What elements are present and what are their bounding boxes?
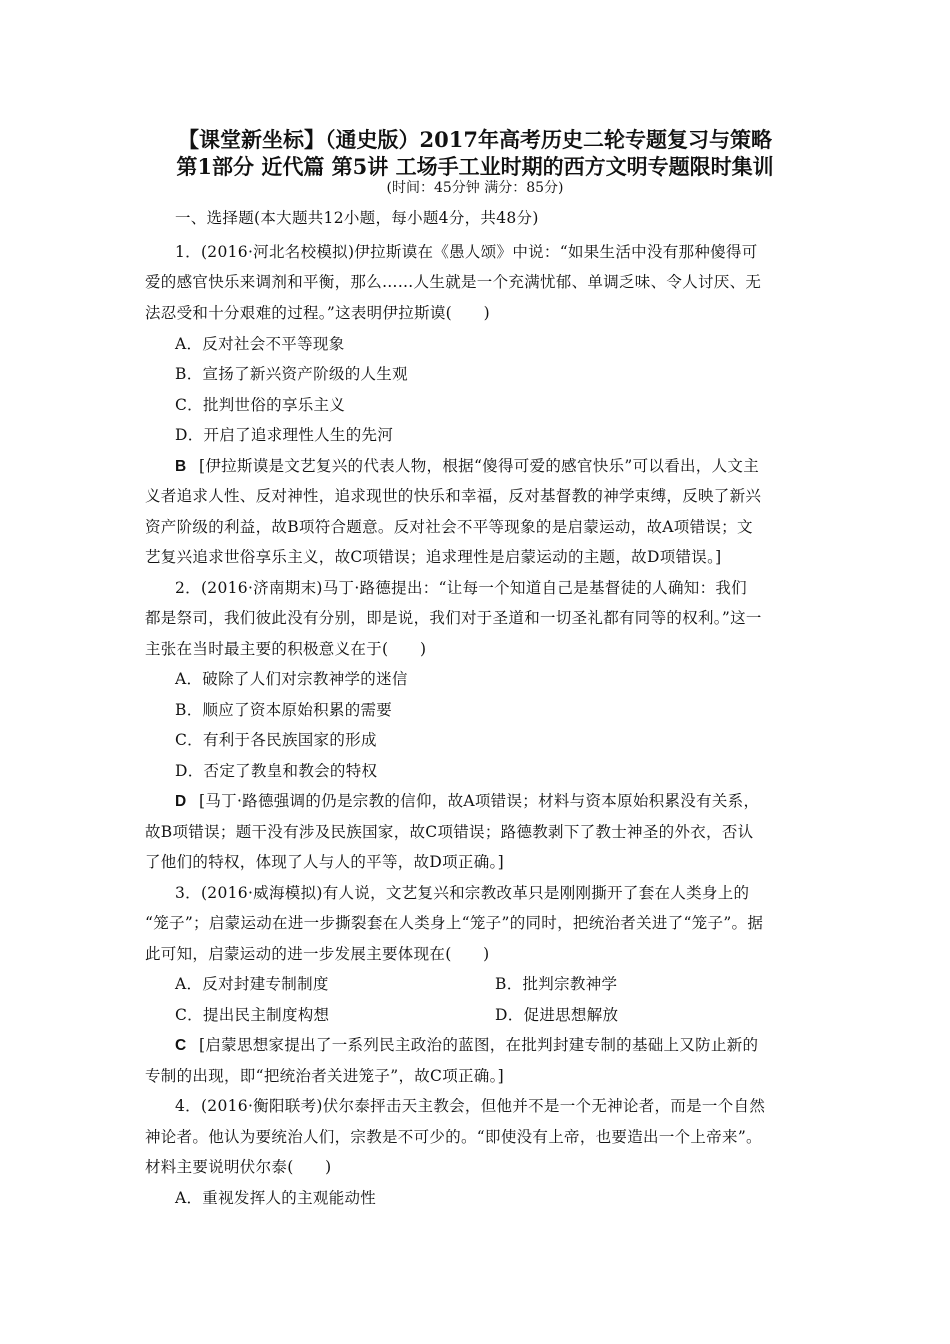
question-3-option-c: C．提出民主制度构想: [175, 1006, 330, 1024]
question-4-stem-line3: 材料主要说明伏尔泰( ): [145, 1158, 332, 1176]
question-1-option-d: D．开启了追求理性人生的先河: [175, 426, 394, 444]
question-2-answer: D: [175, 793, 187, 810]
question-4-stem-line1: 4．(2016·衡阳联考)伏尔泰抨击天主教会，但他并不是一个无神论者，而是一个自然: [175, 1097, 766, 1115]
time-score-info: (时间：45分钟 满分：85分): [386, 180, 564, 196]
question-4-stem-line2: 神论者。他认为要统治人们，宗教是不可少的。“即使没有上帝，也要造出一个上帝来”。: [145, 1128, 762, 1146]
question-2-option-a: A．破除了人们对宗教神学的迷信: [175, 670, 408, 688]
question-1-explanation-line3: 资产阶级的利益，故B项符合题意。反对社会不平等现象的是启蒙运动，故A项错误；文: [145, 518, 753, 536]
question-3-stem-line2: “笼子”；启蒙运动在进一步撕裂套在人类身上“笼子”的同时，把统治者关进了“笼子”。据: [145, 914, 764, 932]
question-3-explanation-line1: [启蒙思想家提出了一系列民主政治的蓝图，在批判封建专制的基础上又防止新的: [199, 1036, 759, 1054]
question-3-option-d: D．促进思想解放: [495, 1006, 619, 1024]
question-2-stem-line2: 都是祭司，我们彼此没有分别，即是说，我们对于圣道和一切圣礼都有同等的权利。”这一: [145, 609, 762, 627]
question-1-option-b: B．宣扬了新兴资产阶级的人生观: [175, 365, 408, 383]
question-1-stem-line1: 1．(2016·河北名校模拟)伊拉斯谟在《愚人颂》中说：“如果生活中没有那种傻得可: [175, 243, 758, 261]
question-1-answer-line1: [175, 454, 759, 476]
question-3-answer: C: [175, 1037, 187, 1054]
question-1-explanation-line4: 艺复兴追求世俗享乐主义，故C项错误；追求理性是启蒙运动的主题，故D项错误。]: [145, 548, 722, 566]
question-3-stem-line1: 3．(2016·威海模拟)有人说，文艺复兴和宗教改革只是刚刚撕开了套在人类身上的: [175, 884, 750, 902]
question-1-option-a: A．反对社会不平等现象: [175, 335, 345, 353]
document-title-line2: 第1部分 近代篇 第5讲 工场手工业时期的西方文明专题限时集训: [176, 154, 774, 179]
question-3-stem-line3: 此可知，启蒙运动的进一步发展主要体现在( ): [145, 945, 490, 963]
section-heading: 一、选择题(本大题共12小题，每小题4分，共48分): [175, 209, 539, 227]
question-4-option-a: A．重视发挥人的主观能动性: [175, 1189, 377, 1207]
question-1-stem-line2: 爱的感官快乐来调剂和平衡，那么……人生就是一个充满忧郁、单调乏味、令人讨厌、无: [145, 273, 762, 291]
question-1-answer: B: [175, 458, 187, 475]
question-3-answer-line1: [175, 1033, 758, 1055]
question-2-option-b: B．顺应了资本原始积累的需要: [175, 701, 393, 719]
question-2-explanation-line3: 了他们的特权，体现了人与人的平等，故D项正确。]: [145, 853, 504, 871]
question-2-explanation-line1: [马丁·路德强调的仍是宗教的信仰，故A项错误；材料与资本原始积累没有关系，: [199, 792, 760, 810]
question-1-option-c: C．批判世俗的享乐主义: [175, 396, 346, 414]
question-1-stem-line3: 法忍受和十分艰难的过程。”这表明伊拉斯谟( ): [145, 304, 490, 322]
question-2-stem-line3: 主张在当时最主要的积极意义在于( ): [145, 640, 427, 658]
question-1-explanation-line1: [伊拉斯谟是文艺复兴的代表人物，根据“傻得可爱的感官快乐”可以看出，人文主: [199, 457, 759, 475]
question-3-explanation-line2: 专制的出现，即“把统治者关进笼子”，故C项正确。]: [145, 1067, 505, 1085]
question-2-option-c: C．有利于各民族国家的形成: [175, 731, 377, 749]
question-2-stem-line1: 2．(2016·济南期末)马丁·路德提出：“让每一个知道自己是基督徒的人确知：我们: [175, 579, 747, 597]
question-3-option-b: B．批判宗教神学: [495, 975, 618, 993]
question-3-option-a: A．反对封建专制制度: [175, 975, 329, 993]
document-title-line1: 【课堂新坐标】（通史版）2017年高考历史二轮专题复习与策略: [178, 127, 772, 152]
question-2-option-d: D．否定了教皇和教会的特权: [175, 762, 378, 780]
question-2-answer-line1: [175, 789, 759, 811]
question-2-explanation-line2: 故B项错误；题干没有涉及民族国家，故C项错误；路德教剥下了教士神圣的外衣，否认: [145, 823, 754, 841]
question-1-explanation-line2: 义者追求人性、反对神性，追求现世的快乐和幸福，反对基督教的神学束缚，反映了新兴: [145, 487, 762, 505]
